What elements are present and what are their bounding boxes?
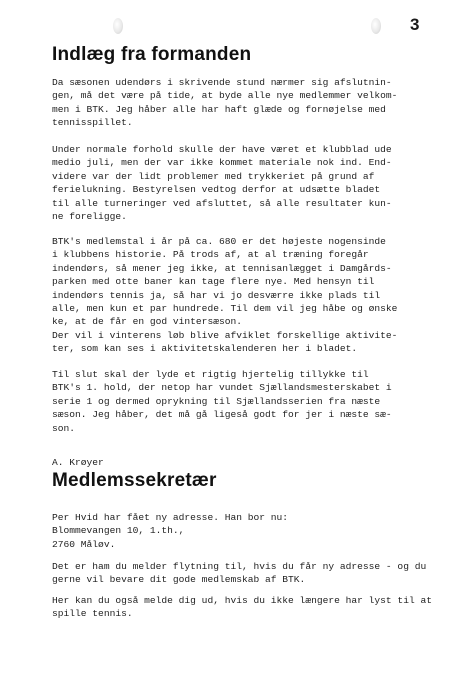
paragraph: Det er ham du melder flytning til, hvis du får ny adresse - og du gerne vil bevare dit gode medlemskab af BTK. bbox=[52, 561, 427, 586]
paragraph: Per Hvid har fået ny adresse. Han bor nu: Blommevangen 10, 1.th., 2760 Måløv. bbox=[52, 512, 289, 550]
paragraph: BTK's medlemstal i år på ca. 680 er det højeste nogensinde i klubbens historie. På trods af, at al træning foregår indendørs, så mener jeg ikke, at tennisanlægget i Damgårds- parken med otte baner kan tage flere nye. Med hensyn til indendørs tennis ja, så har vi jo desværre ikke plads til alle, men kun et par hundrede. Til dem vil jeg håbe og ønske ke, at de får en god vintersæson. Der vil i vinterens løb blive afviklet forskellige aktivite- ter, som kan ses i aktivitetskalenderen her i bladet. bbox=[52, 236, 398, 355]
signature: A. Krøyer bbox=[52, 457, 104, 468]
paragraph: Her kan du også melde dig ud, hvis du ikke længere har lyst til at spille tennis. bbox=[52, 595, 432, 620]
paragraph: Da sæsonen udendørs i skrivende stund nærmer sig afslutnin- gen, må det være på tide, at byde alle nye medlemmer velkom- men i BTK. Jeg håber alle har haft glæde og fornøjelse med tennisspillet. bbox=[52, 77, 398, 129]
paragraph: Til slut skal der lyde et rigtig hjertelig tillykke til BTK's 1. hold, der netop har vundet Sjællandsmesterskabet i serie 1 og dermed oprykning til Sjællandsserien fra næste sæson. Jeg håber, det må gå ligeså godt for jer i næste sæ- son. bbox=[52, 369, 392, 434]
punch-hole-left bbox=[113, 18, 123, 34]
section-title-formanden: Indlæg fra formanden bbox=[52, 44, 252, 65]
paragraph: Under normale forhold skulle der have været et klubblad ude medio juli, men der var ikke kommet materiale nok ind. End- videre var der lidt problemer med trykkeriet på grund af ferielukning. Bestyrelsen vedtog derfor at udsætte bladet til alle turneringer ved afsluttet, så alle resultater kun- ne foreligge. bbox=[52, 144, 392, 223]
section-title-medlemssekretaer: Medlemssekretær bbox=[52, 470, 217, 491]
punch-hole-right bbox=[371, 18, 381, 34]
page-number: 3 bbox=[410, 15, 420, 34]
